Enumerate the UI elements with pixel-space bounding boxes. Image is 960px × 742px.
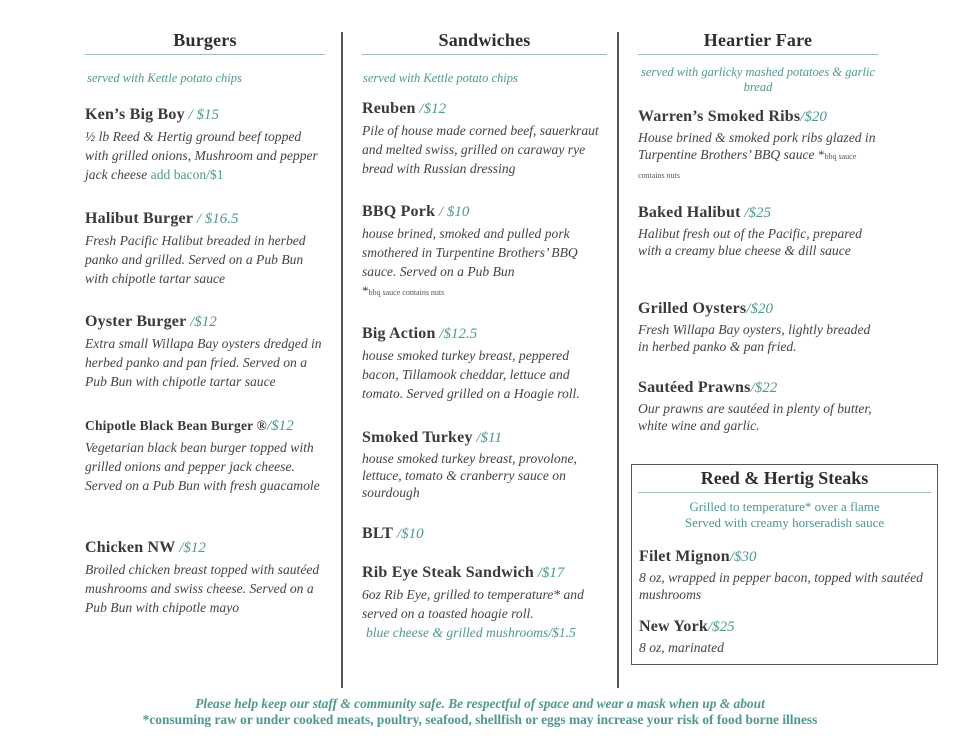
item-addon: add bacon/$1	[150, 167, 224, 182]
menu-item-grilled-oysters	[638, 300, 878, 355]
item-price: /$12	[175, 540, 206, 556]
item-price: /$12	[266, 418, 294, 434]
item-name: Oyster Burger	[85, 313, 187, 330]
menu-item-sauteed-prawns	[638, 379, 878, 434]
menu-item-blt	[362, 525, 607, 543]
sandwiches-subtitle: served with Kettle potato chips	[363, 71, 518, 85]
item-description: Extra small Willapa Bay oysters dredged in herbed panko and pan fried. Served on a Pub Bun with chipotle tartar sauce	[85, 336, 322, 389]
item-name: Big Action	[362, 325, 436, 342]
item-description: 6oz Rib Eye, grilled to temperature* and served on a toasted hoagie roll.	[362, 587, 584, 621]
item-name: Baked Halibut	[638, 204, 741, 221]
menu-item-baked-halibut	[638, 204, 878, 259]
item-price: /$12.5	[435, 326, 478, 342]
item-name: Ken’s Big Boy	[85, 106, 185, 123]
burgers-subtitle: served with Kettle potato chips	[87, 71, 242, 85]
steaks-subtitle-1: Grilled to temperature* over a flame	[689, 499, 880, 514]
item-name: Reuben	[362, 100, 416, 117]
burgers-heading: Burgers	[85, 30, 325, 55]
menu-item-smoked-turkey	[362, 429, 607, 501]
item-description: House brined & smoked pork ribs glazed in Turpentine Brothers’ BBQ sauce *bbq sauce contains nuts	[638, 130, 876, 180]
item-description: Halibut fresh out of the Pacific, prepared with a creamy blue cheese & dill sauce	[638, 226, 862, 258]
item-name: BLT	[362, 525, 394, 542]
steaks-heading: Reed & Hertig Steaks	[638, 468, 931, 493]
item-name: Chipotle Black Bean Burger ®	[85, 418, 267, 433]
item-name: Smoked Turkey	[362, 429, 473, 446]
steaks-subtitle-2: Served with creamy horseradish sauce	[684, 515, 885, 530]
sandwiches-heading: Sandwiches	[362, 30, 607, 55]
item-note: *bbq sauce contains nuts	[362, 283, 445, 298]
footer-safety-note: Please help keep our staff & community safe. Be respectful of space and wear a mask when up & about	[195, 696, 765, 711]
item-name: Filet Mignon	[639, 548, 730, 565]
menu-item-kens-big-boy	[85, 106, 325, 184]
item-price: /$12	[186, 314, 217, 330]
item-description: Vegetarian black bean burger topped with grilled onions and pepper jack cheese. Served on a Pub Bun with fresh guacamole	[85, 440, 320, 493]
item-price: /$12	[415, 101, 447, 117]
item-description: house smoked turkey breast, peppered bacon, Tillamook cheddar, lettuce and tomato. Served grilled on a Hoagie roll.	[362, 348, 580, 401]
burgers-section	[85, 30, 325, 670]
item-name: Grilled Oysters	[638, 300, 747, 317]
menu-item-warrens-smoked-ribs	[638, 108, 878, 184]
steaks-box	[631, 464, 938, 665]
item-description: 8 oz, wrapped in pepper bacon, topped with sautéed mushrooms	[639, 570, 923, 602]
item-price: /$25	[708, 619, 735, 635]
item-price: / $15	[184, 107, 219, 123]
item-name: Warren’s Smoked Ribs	[638, 108, 801, 125]
item-description: 8 oz, marinated	[639, 640, 724, 655]
sandwiches-section	[362, 30, 607, 670]
item-price: / $16.5	[193, 211, 239, 227]
item-price: /$10	[393, 526, 424, 542]
item-description: Broiled chicken breast topped with sautéed mushrooms and swiss cheese. Served on a Pub Bun with chipotle mayo	[85, 562, 320, 615]
item-price: /$22	[750, 380, 778, 396]
item-price: /$17	[534, 565, 565, 581]
menu-item-oyster-burger	[85, 313, 325, 391]
item-description: ½ lb Reed & Hertig ground beef topped with grilled onions, Mushroom and pepper jack cheese add bacon/$1	[85, 129, 318, 182]
item-addon: blue cheese & grilled mushrooms/$1.5	[366, 625, 576, 640]
menu-item-chipotle-black-bean-burger	[85, 417, 325, 495]
item-description: Fresh Willapa Bay oysters, lightly breaded in herbed panko & pan fried.	[638, 322, 871, 354]
item-name: Halibut Burger	[85, 210, 194, 227]
item-price: / $10	[435, 204, 470, 220]
item-name: BBQ Pork	[362, 203, 436, 220]
heartier-fare-heading: Heartier Fare	[638, 30, 878, 55]
menu-item-chicken-nw	[85, 539, 325, 617]
item-price: /$20	[746, 301, 773, 317]
column-divider-right	[617, 32, 619, 688]
item-note: bbq sauce contains nuts	[638, 152, 857, 180]
item-description: Our prawns are sautéed in plenty of butter, white wine and garlic.	[638, 401, 872, 433]
item-description: Pile of house made corned beef, sauerkraut and melted swiss, grilled on caraway rye bread with Russian dressing	[362, 123, 599, 176]
heartier-fare-subtitle: served with garlicky mashed potatoes & garlic bread	[641, 65, 875, 94]
item-description: house brined, smoked and pulled pork smothered in Turpentine Brothers’ BBQ sauce. Served on a Pub Bun	[362, 226, 578, 279]
item-price: /$20	[800, 109, 827, 125]
menu-item-new-york	[639, 618, 931, 656]
item-price: /$11	[472, 430, 502, 446]
heartier-fare-section	[638, 30, 878, 450]
item-description: Fresh Pacific Halibut breaded in herbed panko and grilled. Served on a Pub Bun with chipotle tartar sauce	[85, 233, 306, 286]
item-name: New York	[639, 618, 708, 635]
footer-consumption-warning: *consuming raw or under cooked meats, poultry, seafood, shellfish or eggs may increase your risk of food borne illness	[142, 712, 818, 727]
menu-item-halibut-burger	[85, 210, 325, 288]
item-name: Chicken NW	[85, 539, 176, 556]
item-description: house smoked turkey breast, provolone, lettuce, tomato & cranberry sauce on sourdough	[362, 451, 577, 500]
menu-item-big-action	[362, 325, 607, 403]
item-name: Rib Eye Steak Sandwich	[362, 564, 534, 581]
menu-item-reuben	[362, 100, 607, 178]
item-price: /$30	[729, 549, 757, 565]
menu-item-filet-mignon	[639, 548, 931, 603]
menu-item-rib-eye-steak-sandwich	[362, 564, 607, 642]
menu-item-bbq-pork	[362, 203, 607, 300]
item-name: Sautéed Prawns	[638, 379, 751, 396]
item-price: /$25	[740, 205, 772, 221]
column-divider-left	[341, 32, 343, 688]
